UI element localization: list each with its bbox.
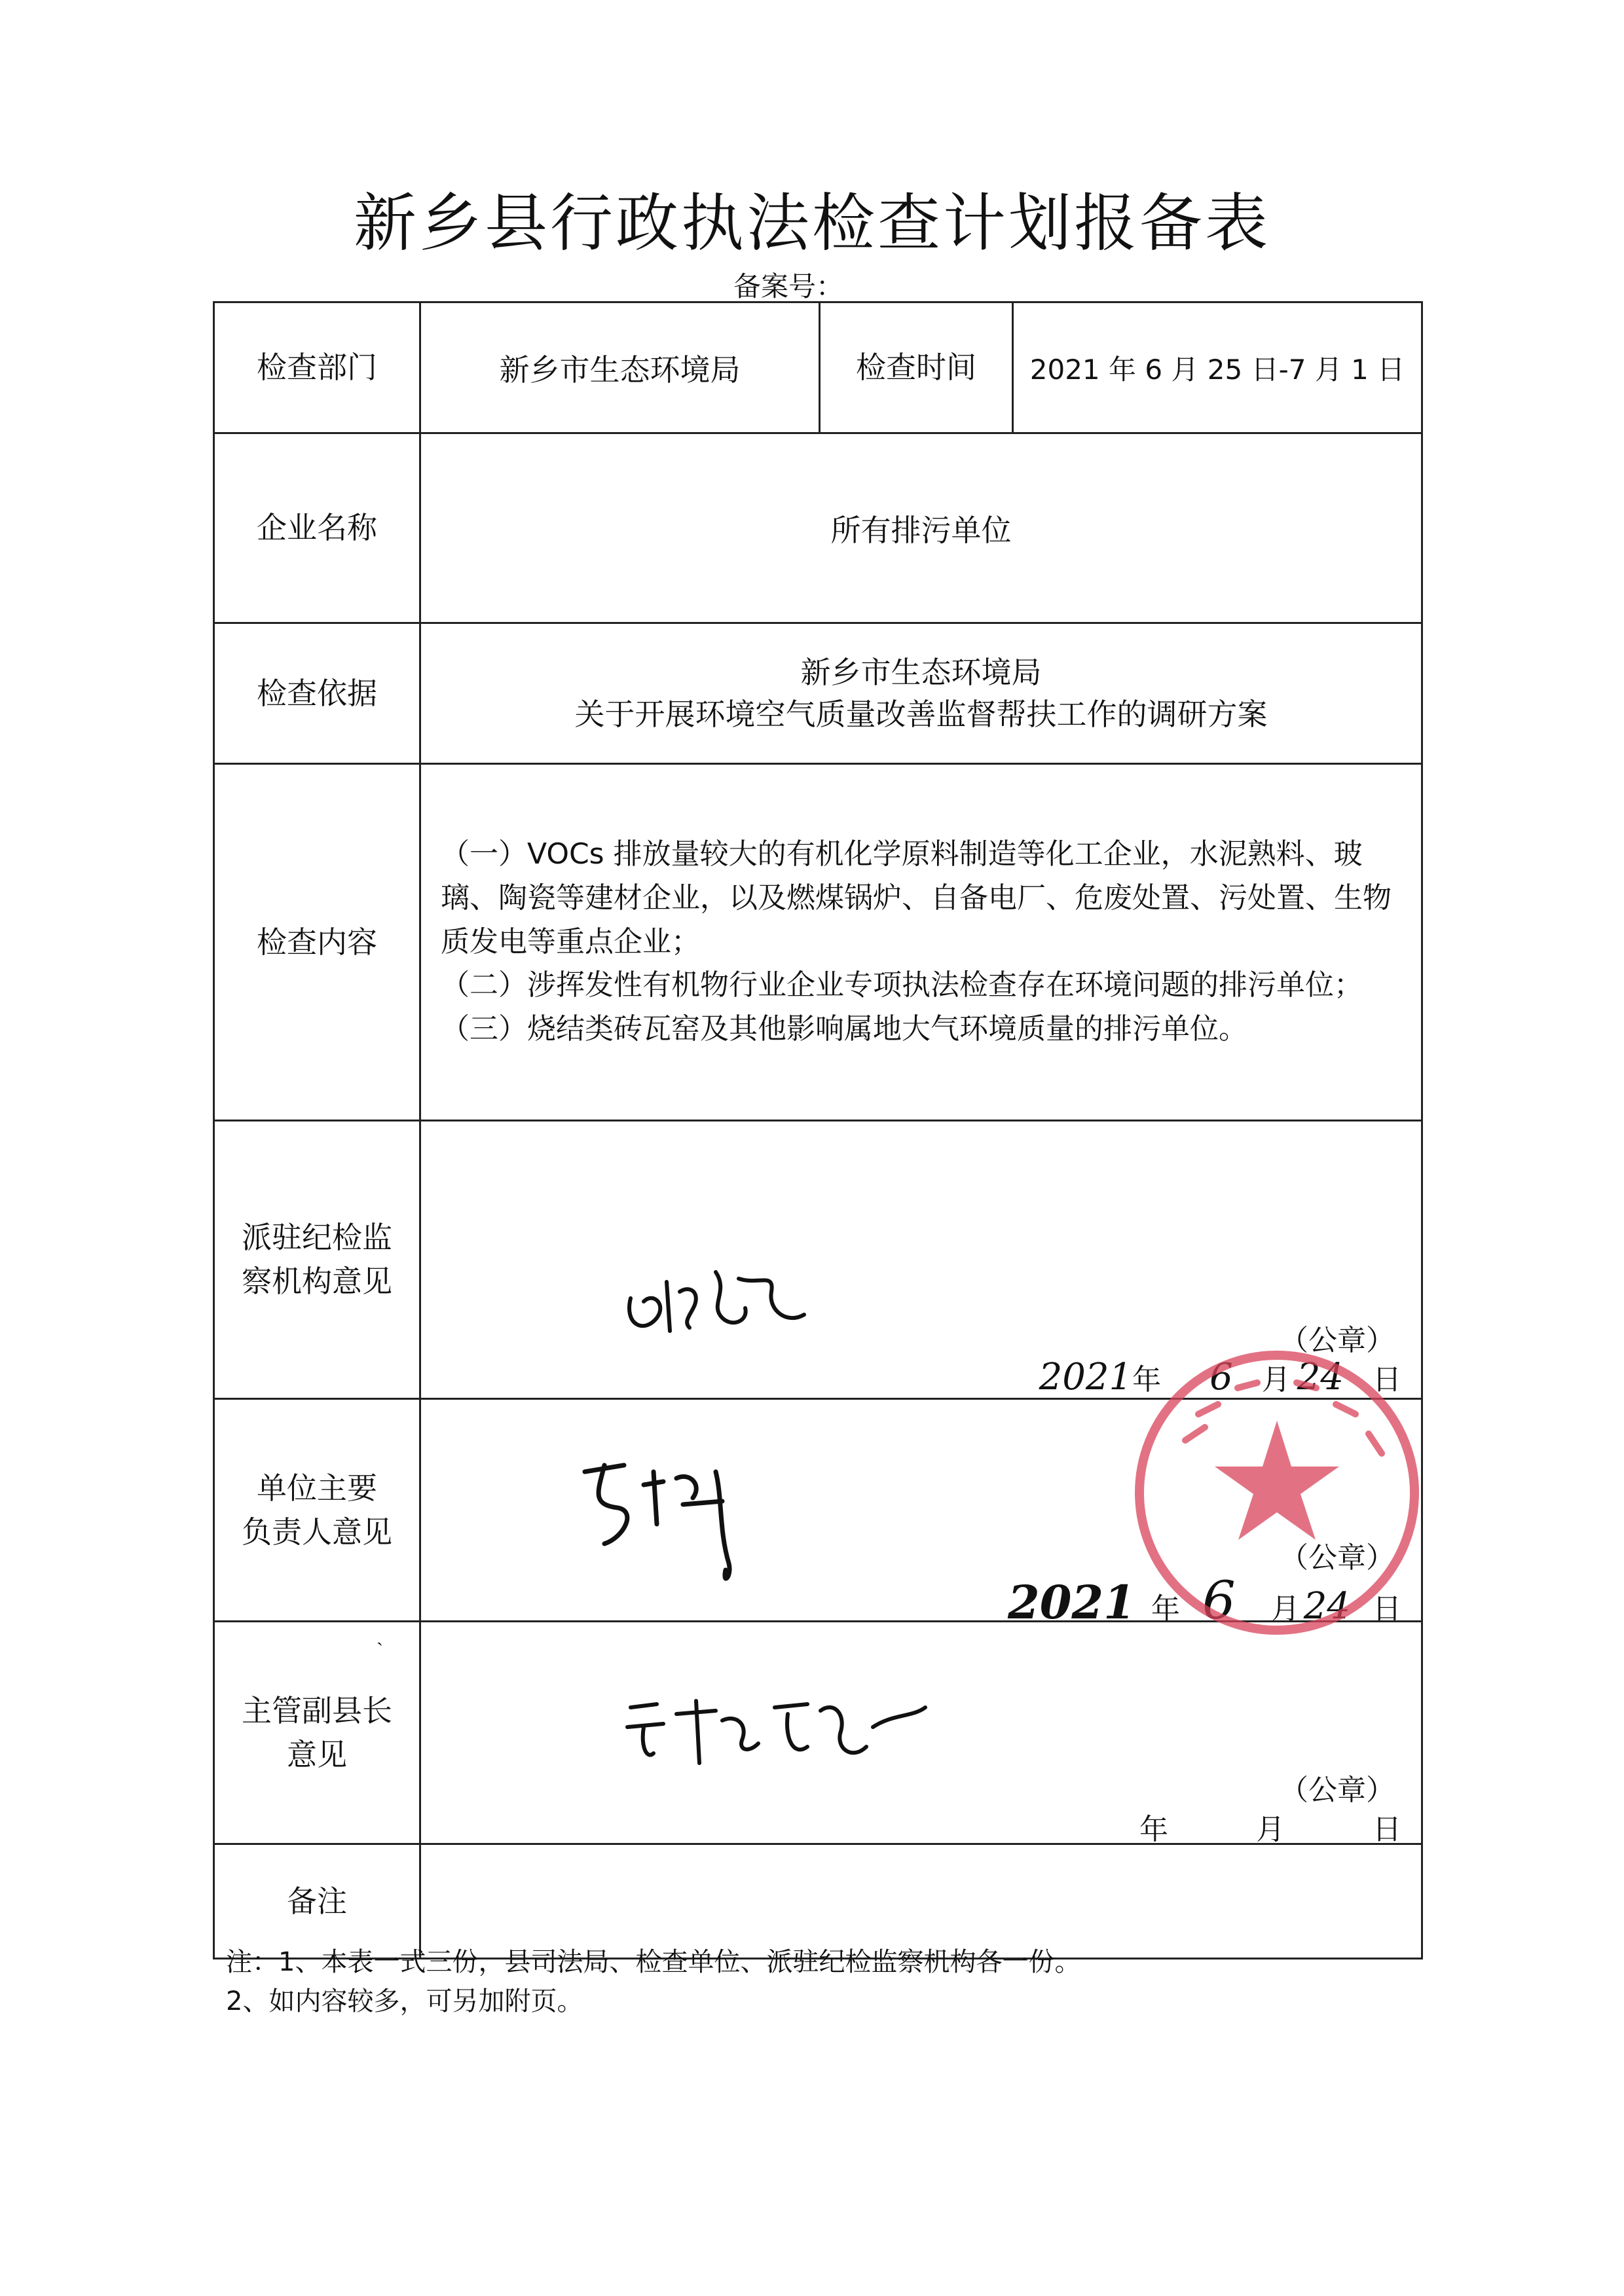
discipline-seal-label: （公章）	[1280, 1324, 1395, 1357]
row-basis	[214, 623, 1422, 764]
label-remarks: 备注	[214, 1844, 420, 1959]
label-unit-head-opinion	[214, 1399, 420, 1622]
unit-head-year-char: 年	[1151, 1592, 1180, 1626]
discipline-label-line-2: 察机构意见	[242, 1264, 392, 1299]
label-inspection-content: 检查内容	[214, 764, 420, 1121]
deputy-date	[1139, 1806, 1401, 1848]
discipline-label-line-1: 派驻纪检监	[242, 1220, 392, 1256]
deputy-signature	[618, 1688, 932, 1773]
unit-head-seal-label: （公章）	[1280, 1541, 1395, 1575]
deputy-label-line-1: 主管副县长	[242, 1692, 392, 1728]
deputy-label-line-2: 意见	[287, 1736, 347, 1772]
value-inspection-time: 2021 年 6 月 25 日-7 月 1 日	[1013, 302, 1422, 433]
row-deputy-opinion	[214, 1622, 1422, 1844]
note-line-2: 2、如内容较多，可另加附页。	[226, 1986, 583, 2016]
basis-line-2: 关于开展环境空气质量改善监督帮扶工作的调研方案	[574, 697, 1268, 732]
page-title: 新乡县行政执法检查计划报备表	[354, 187, 1270, 260]
discipline-year-char: 年	[1132, 1363, 1162, 1396]
record-number-label: 备案号：	[733, 270, 844, 302]
unit-head-label-line-2: 负责人意见	[242, 1514, 392, 1550]
deputy-month-char: 月	[1256, 1813, 1285, 1846]
tick-mark-icon: ˎ	[377, 1624, 383, 1647]
discipline-month-char: 月	[1261, 1363, 1291, 1396]
content-item-1: （一）VOCs 排放量较大的有机化学原料制造等化工企业，水泥熟料、玻璃、陶瓷等建材企业，以及燃煤锅炉、自备电厂、危废处置、污处置、生物质发电等重点企业；	[441, 837, 1392, 958]
unit-head-month-char: 月	[1270, 1592, 1300, 1626]
row-company	[214, 433, 1422, 623]
unit-head-date-year: 2021	[1008, 1575, 1135, 1630]
deputy-year-char: 年	[1139, 1813, 1168, 1846]
discipline-signature	[618, 1252, 814, 1344]
inspection-plan-table	[213, 301, 1423, 1959]
label-inspection-department: 检查部门	[214, 302, 420, 433]
row-content	[214, 764, 1422, 1121]
label-deputy-opinion	[214, 1622, 420, 1844]
value-inspection-content	[420, 764, 1422, 1121]
content-item-2: （二）涉挥发性有机物行业企业专项执法检查存在环境问题的排污单位；	[441, 968, 1363, 1002]
value-company-name: 所有排污单位	[420, 433, 1422, 623]
deputy-day-char: 日	[1373, 1813, 1401, 1846]
unit-head-date-month: 6	[1202, 1570, 1236, 1631]
label-inspection-basis: 检查依据	[214, 623, 420, 764]
value-inspection-department: 新乡市生态环境局	[420, 302, 820, 433]
unit-head-label-line-1: 单位主要	[257, 1470, 377, 1506]
discipline-date-year: 2021	[1039, 1356, 1133, 1398]
discipline-date-day: 24	[1297, 1356, 1344, 1398]
discipline-date-month: 6	[1209, 1356, 1233, 1398]
basis-line-1: 新乡市生态环境局	[800, 654, 1042, 690]
content-item-3: （三）烧结类砖瓦窑及其他影响属地大气环境质量的排污单位。	[441, 1012, 1247, 1046]
label-discipline-opinion	[214, 1121, 420, 1399]
row-department	[214, 302, 1422, 433]
value-inspection-basis	[420, 623, 1422, 764]
note-line-1: 注：1、本表一式三份，县司法局、检查单位、派驻纪检监察机构各一份。	[226, 1947, 1081, 1977]
unit-head-signature	[565, 1446, 775, 1596]
deputy-seal-label: （公章）	[1280, 1774, 1395, 1807]
official-seal-icon	[1126, 1342, 1428, 1643]
discipline-day-char: 日	[1373, 1363, 1401, 1396]
label-company-name: 企业名称	[214, 433, 420, 623]
deputy-opinion-area	[420, 1622, 1422, 1844]
unit-head-day-char: 日	[1373, 1592, 1401, 1626]
label-inspection-time: 检查时间	[820, 302, 1013, 433]
unit-head-date-day: 24	[1303, 1585, 1350, 1628]
